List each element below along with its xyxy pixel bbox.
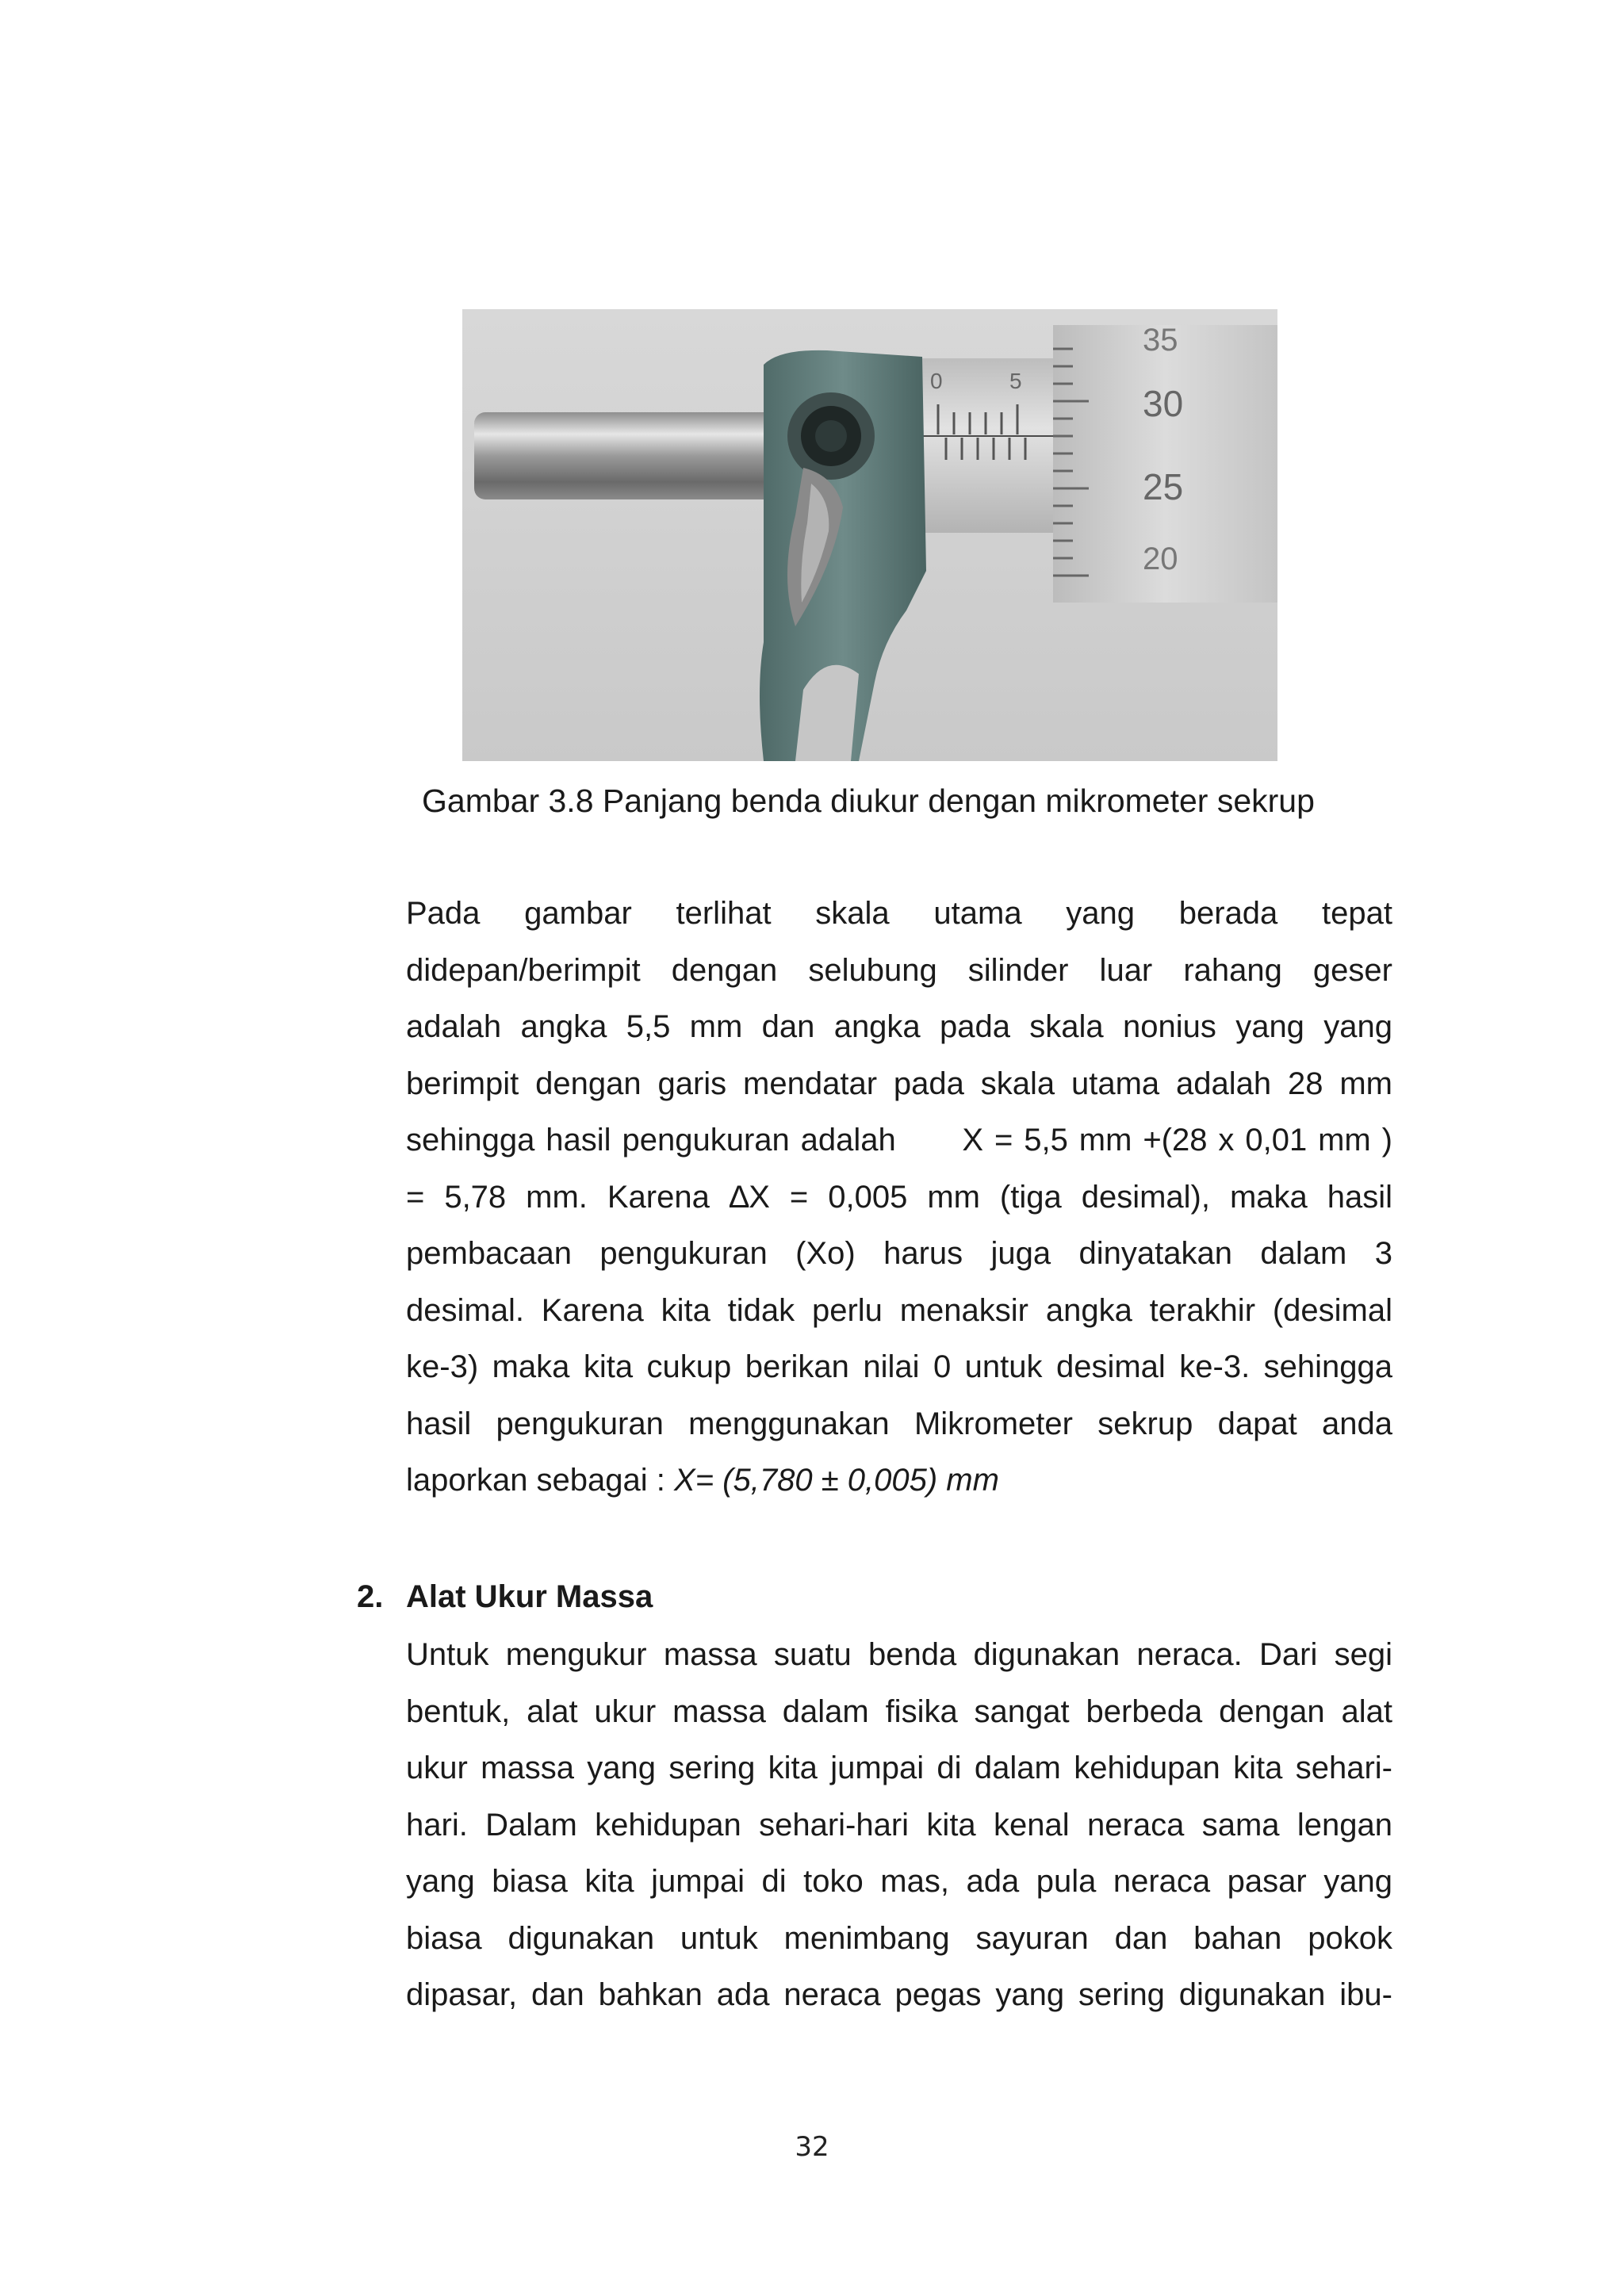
- micrometer-photo: [462, 309, 1277, 761]
- thimble-scale-25: 25: [1143, 466, 1184, 507]
- paragraph-line: sehingga hasil pengukuran adalah X = 5,5 mm +(28 x 0,01 mm ): [406, 1123, 1392, 1158]
- paragraph-line: pembacaan pengukuran (Xo) harus juga dinyatakan dalam 3: [406, 1236, 1392, 1271]
- result-prefix: laporkan sebagai :: [406, 1463, 675, 1498]
- sleeve-scale-zero: 0: [930, 369, 943, 393]
- thimble-scale-20: 20: [1143, 541, 1178, 576]
- paragraph-line-result: [406, 1452, 1392, 1510]
- result-formula: X= (5,780 ± 0,005) mm: [674, 1463, 999, 1498]
- paragraph-line: dipasar, dan bahkan ada neraca pegas yang sering digunakan ibu-: [406, 1977, 1392, 2012]
- page-number: 32: [795, 2131, 829, 2163]
- paragraph-line: desimal. Karena kita tidak perlu menaksir angka terakhir (desimal: [406, 1292, 1392, 1328]
- paragraph-line: ke-3) maka kita cukup berikan nilai 0 untuk desimal ke-3. sehingga: [406, 1349, 1392, 1384]
- paragraph-line: yang biasa kita jumpai di toko mas, ada pula neraca pasar yang: [406, 1864, 1392, 1899]
- paragraph-line: = 5,78 mm. Karena ∆X = 0,005 mm (tiga desimal), maka hasil: [406, 1179, 1392, 1215]
- paragraph-line: biasa digunakan untuk menimbang sayuran dan bahan pokok: [406, 1920, 1392, 1956]
- paragraph-line: bentuk, alat ukur massa dalam fisika sangat berbeda dengan alat: [406, 1693, 1392, 1729]
- paragraph-line: didepan/berimpit dengan selubung silinder luar rahang geser: [406, 952, 1392, 988]
- section-title: Alat Ukur Massa: [406, 1579, 653, 1614]
- section-heading: [357, 1569, 653, 1624]
- thimble-scale-30: 30: [1143, 383, 1184, 424]
- paragraph-line: Untuk mengukur massa suatu benda digunakan neraca. Dari segi: [406, 1637, 1392, 1672]
- paragraph-mass-instruments: [406, 1627, 1392, 2024]
- paragraph-line: hari. Dalam kehidupan sehari-hari kita kenal neraca sama lengan: [406, 1807, 1392, 1843]
- paragraph-micrometer-reading: [406, 886, 1392, 1510]
- paragraph-line: Pada gambar terlihat skala utama yang berada tepat: [406, 896, 1392, 931]
- thimble-scale-35: 35: [1143, 323, 1178, 358]
- paragraph-line: hasil pengukuran menggunakan Mikrometer sekrup dapat anda: [406, 1406, 1392, 1441]
- sleeve-scale-five: 5: [1009, 369, 1022, 393]
- paragraph-line: berimpit dengan garis mendatar pada skala utama adalah 28 mm: [406, 1066, 1392, 1101]
- paragraph-line: ukur massa yang sering kita jumpai di dalam kehidupan kita sehari-: [406, 1751, 1392, 1785]
- figure-caption: Gambar 3.8 Panjang benda diukur dengan mikrometer sekrup: [422, 783, 1315, 819]
- paragraph-line: adalah angka 5,5 mm dan angka pada skala nonius yang yang: [406, 1009, 1392, 1044]
- section-number: 2.: [357, 1579, 384, 1614]
